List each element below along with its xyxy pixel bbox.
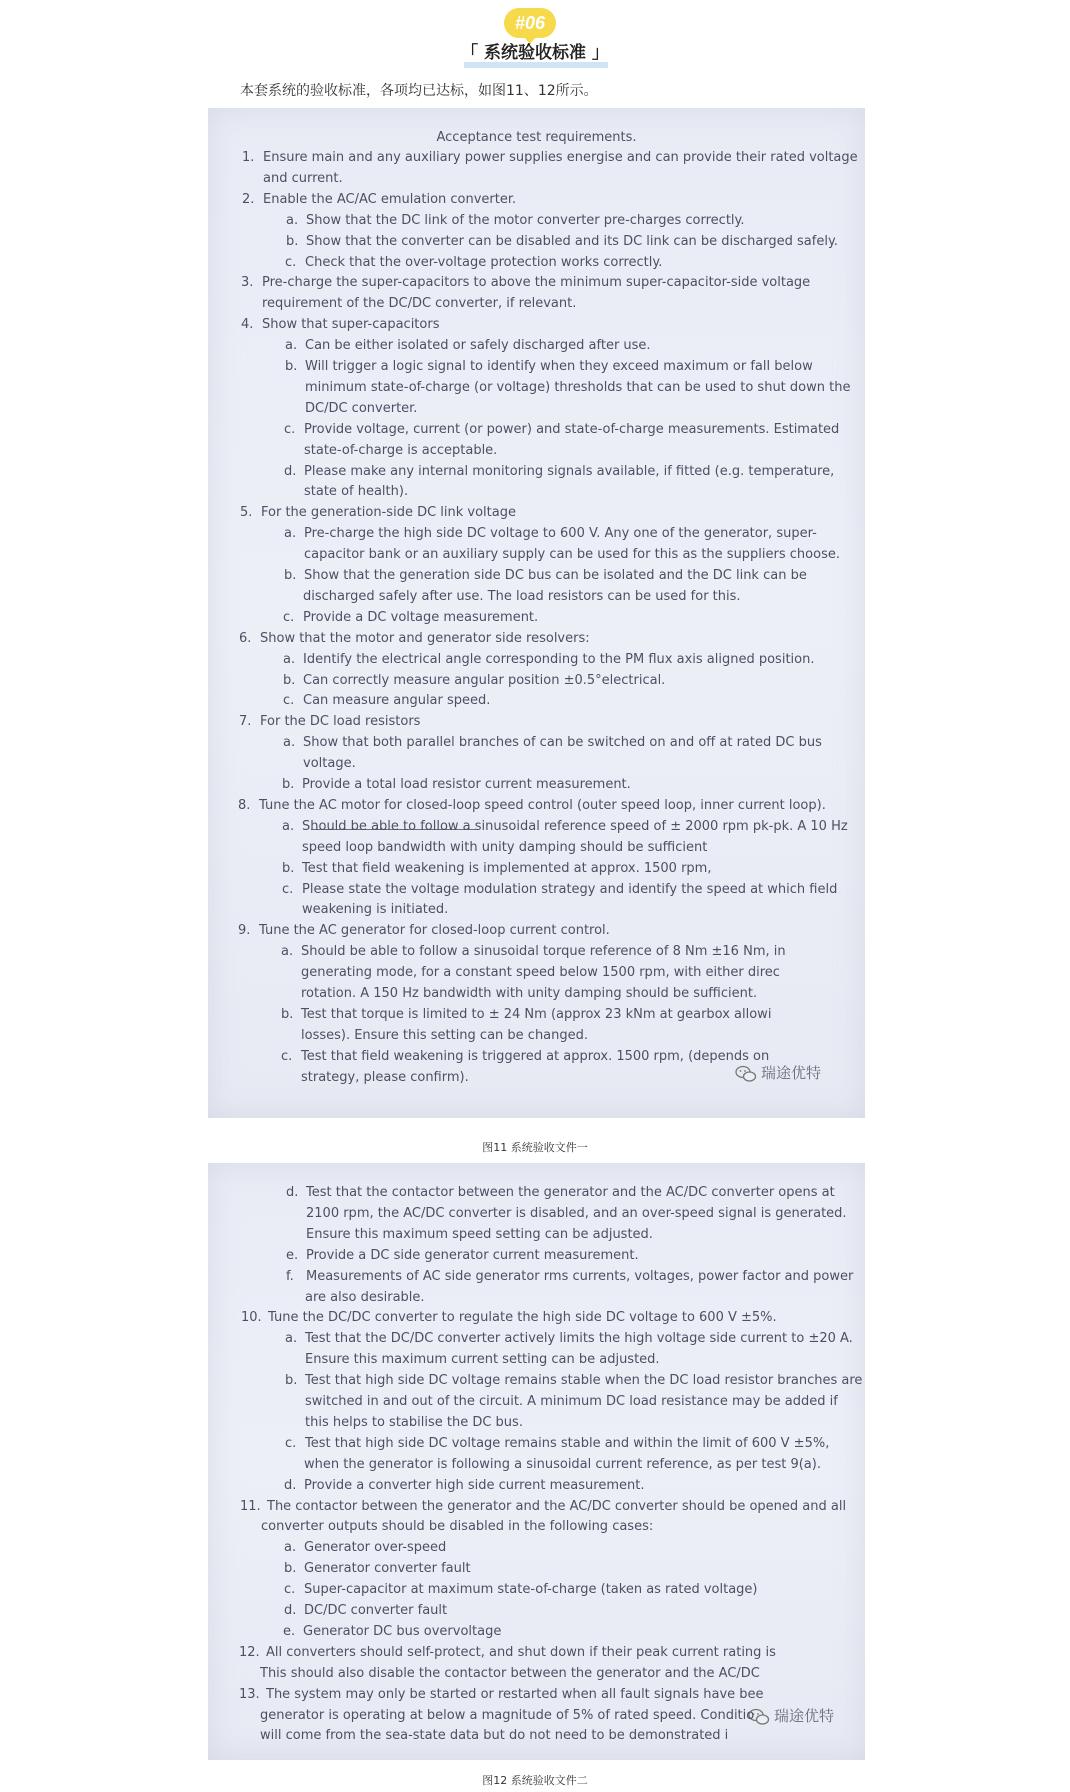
requirement-text-line: DC/DC converter fault [304,1603,448,1618]
requirement-text-line: Can correctly measure angular position ±0.5°electrical. [303,672,666,688]
requirement-text-line: Super-capacitor at maximum state-of-charge (taken as rated voltage) [304,1582,758,1598]
requirement-text-line: Test that field weakening is implemented at approx. 1500 rpm, [302,860,712,876]
scanned-document-2 [208,1163,865,1760]
requirement-text-line: Show that the converter can be disabled and its DC link can be discharged safely. [306,233,838,249]
item-marker: d. [284,1603,297,1618]
watermark-text: 瑞途优特 [774,1707,835,1725]
item-marker: 4. [241,317,254,333]
requirement-text-line: Show that both parallel branches of can be switched on and off at rated DC bus [303,735,822,751]
item-marker: b. [283,672,296,688]
requirement-text-line: Show that the motor and generator side resolvers: [260,630,590,646]
item-marker: e. [283,1623,296,1639]
item-marker: b. [284,1561,297,1577]
requirement-text-line: when the generator is following a sinusoidal current reference, as per test 9(a). [304,1456,821,1472]
requirement-text-line: speed loop bandwidth with unity damping should be sufficient [302,839,708,855]
section-number-badge: #06 [504,8,556,38]
requirement-text-line: are also desirable. [305,1289,425,1305]
requirement-text-line: For the generation-side DC link voltage [261,505,516,521]
figure-11-caption: 图11 系统验收文件一 [482,1141,588,1154]
requirement-text-line: strategy, please confirm). [301,1069,469,1085]
item-marker: 5. [240,505,253,521]
item-marker: 8. [238,797,251,813]
item-marker: c. [285,1435,297,1451]
item-marker: 12. [239,1644,260,1660]
item-marker: 9. [238,923,251,939]
requirement-text-line: Provide voltage, current (or power) and state-of-charge measurements. Estimated [304,421,840,437]
requirement-text-line: The system may only be started or restarted when all fault signals have bee [266,1686,764,1702]
item-marker: b. [285,1373,298,1389]
requirement-text-line: Identify the electrical angle corresponding to the PM flux axis aligned position. [303,651,815,667]
requirement-text-line: Tune the AC motor for closed-loop speed control (outer speed loop, inner current loop). [259,797,826,813]
requirement-text-line: Show that super-capacitors [262,317,440,333]
item-marker: 2. [242,191,255,207]
requirement-text-line: switched in and out of the circuit. A minimum DC load resistance may be added if [305,1394,838,1409]
requirement-text-line: The contactor between the generator and the AC/DC converter should be opened and all [267,1498,847,1514]
requirement-text-line: DC/DC converter. [305,400,418,416]
item-marker: c. [282,881,294,897]
requirement-text-line: state of health). [304,484,409,500]
item-marker: c. [283,609,295,625]
requirement-text-line: Ensure this maximum speed setting can be adjusted. [306,1226,653,1242]
requirement-text-line: generating mode, for a constant speed below 1500 rpm, with either direc [301,965,780,981]
item-marker: 13. [239,1686,260,1702]
requirement-text-line: Provide a total load resistor current measurement. [302,777,631,792]
requirement-text-line: Measurements of AC side generator rms currents, voltages, power factor and power [306,1268,854,1284]
item-marker: b. [281,1006,294,1022]
requirement-text-line: Provide a DC side generator current measurement. [306,1247,639,1263]
requirement-text-line: Pre-charge the super-capacitors to above the minimum super-capacitor-side voltage [262,275,811,291]
requirement-text-line: Enable the AC/AC emulation converter. [263,191,517,207]
requirement-text-line: Show that the DC link of the motor converter pre-charges correctly. [306,212,745,228]
requirement-text-line: Tune the AC generator for closed-loop current control. [259,923,610,939]
requirement-text-line: Please state the voltage modulation strategy and identify the speed at which field [302,881,838,897]
requirement-text-line: state-of-charge is acceptable. [304,442,498,458]
item-marker: d. [284,1477,297,1493]
item-marker: a. [282,818,295,834]
item-marker: a. [284,526,297,542]
item-marker: c. [284,421,296,437]
item-marker: 1. [242,150,255,165]
requirement-text-line: Check that the over-voltage protection works correctly. [305,254,663,270]
requirement-text-line: Please make any internal monitoring signals available, if fitted (e.g. temperature, [304,463,835,479]
requirement-text-line: Test that high side DC voltage remains stable and within the limit of 600 V ±5%, [305,1435,830,1451]
item-marker: 10. [241,1310,262,1326]
document-heading: Acceptance test requirements. [436,130,637,145]
item-marker: c. [285,254,297,270]
requirement-text-line: Show that the generation side DC bus can be isolated and the DC link can be [304,568,807,583]
item-marker: a. [284,1540,297,1556]
requirement-text-line: Ensure main and any auxiliary power supplies energise and can provide their rated voltage [263,150,858,165]
requirement-text-line: minimum state-of-charge (or voltage) thresholds that can be used to shut down the [305,379,851,395]
wechat-icon [735,1065,757,1083]
requirement-text-line: Will trigger a logic signal to identify when they exceed maximum or fall below [305,359,813,374]
requirement-text-line: this helps to stabilise the DC bus. [305,1414,523,1430]
requirement-text-line: Provide a converter high side current measurement. [304,1477,645,1493]
requirement-text-line: Should be able to follow a sinusoidal torque reference of 8 Nm ±16 Nm, in [301,944,786,960]
requirement-text-line: weakening is initiated. [302,902,449,918]
item-marker: b. [282,777,295,792]
item-marker: c. [284,1582,296,1598]
requirement-text-line: Test that field weakening is triggered at approx. 1500 rpm, (depends on [301,1048,770,1064]
requirement-text-line: rotation. A 150 Hz bandwidth with unity damping should be sufficient. [301,986,758,1001]
requirement-text-line: Provide a DC voltage measurement. [303,609,539,625]
requirement-text-line: For the DC load resistors [260,714,421,730]
requirement-text-line: Generator DC bus overvoltage [303,1623,502,1639]
requirement-text-line: will come from the sea-state data but do not need to be demonstrated i [260,1728,729,1744]
item-marker: c. [283,693,295,709]
requirement-text-line: losses). Ensure this setting can be changed. [301,1027,589,1043]
requirement-text-line: Test that the contactor between the generator and the AC/DC converter opens at [306,1185,835,1200]
item-marker: a. [283,651,296,667]
requirement-text-line: Test that torque is limited to ± 24 Nm (approx 23 kNm at gearbox allowi [301,1006,772,1022]
requirement-text-line: requirement of the DC/DC converter, if relevant. [262,296,577,312]
requirement-text-line: and current. [263,170,343,186]
requirement-text-line: voltage. [303,756,356,772]
requirement-text-line: Test that the DC/DC converter actively limits the high voltage side current to ±20 A. [305,1331,853,1347]
requirement-text-line: 2100 rpm, the AC/DC converter is disabled, and an over-speed signal is generated. [306,1205,847,1221]
item-marker: a. [283,735,296,751]
requirement-text-line: Can be either isolated or safely discharged after use. [305,338,651,354]
requirement-text-line: Test that high side DC voltage remains stable when the DC load resistor branches are [305,1373,863,1389]
requirement-text-line: All converters should self-protect, and shut down if their peak current rating is [266,1644,776,1660]
item-marker: 6. [239,630,252,646]
item-marker: b. [286,233,299,249]
item-marker: f. [286,1268,294,1284]
item-marker: 7. [239,714,252,730]
requirement-text-line: capacitor bank or an auxiliary supply can be used for this as the suppliers choose. [304,547,840,563]
item-marker: 3. [241,275,254,291]
requirement-text-line: Pre-charge the high side DC voltage to 600 V. Any one of the generator, super- [304,526,817,542]
item-marker: b. [285,359,298,374]
requirement-text-line: generator is operating at below a magnitude of 5% of rated speed. Conditio [260,1707,755,1723]
scanned-document-1 [208,108,865,1118]
item-marker: a. [285,1331,298,1347]
requirement-text-line: Can measure angular speed. [303,693,491,709]
requirement-text-line: discharged safely after use. The load resistors can be used for this. [303,588,741,604]
watermark-text: 瑞途优特 [761,1064,822,1082]
item-marker: a. [286,212,299,228]
item-marker: a. [285,338,298,354]
item-marker: d. [284,463,297,479]
requirement-text-line: Ensure this maximum current setting can be adjusted. [305,1352,660,1368]
item-marker: e. [286,1247,299,1263]
requirement-text-line: Generator over-speed [304,1540,447,1556]
item-marker: a. [281,944,294,960]
item-marker: b. [282,860,295,876]
requirement-text-line: This should also disable the contactor between the generator and the AC/DC [260,1665,760,1681]
requirement-text-line: converter outputs should be disabled in the following cases: [261,1519,654,1535]
requirement-text-line: Generator converter fault [304,1561,471,1577]
section-title: 「 系统验收标准 」 [461,43,609,63]
item-marker: d. [286,1185,299,1200]
requirement-text-line: Should be able to follow a sinusoidal reference speed of ± 2000 rpm pk-pk. A 10 Hz [302,818,848,834]
intro-text: 本套系统的验收标准，各项均已达标，如图11、12所示。 [240,83,598,99]
item-marker: 11. [240,1498,261,1514]
item-marker: c. [281,1048,293,1064]
item-marker: b. [284,568,297,583]
requirement-text-line: Tune the DC/DC converter to regulate the high side DC voltage to 600 V ±5%. [268,1310,777,1326]
figure-12-caption: 图12 系统验收文件二 [482,1774,588,1787]
